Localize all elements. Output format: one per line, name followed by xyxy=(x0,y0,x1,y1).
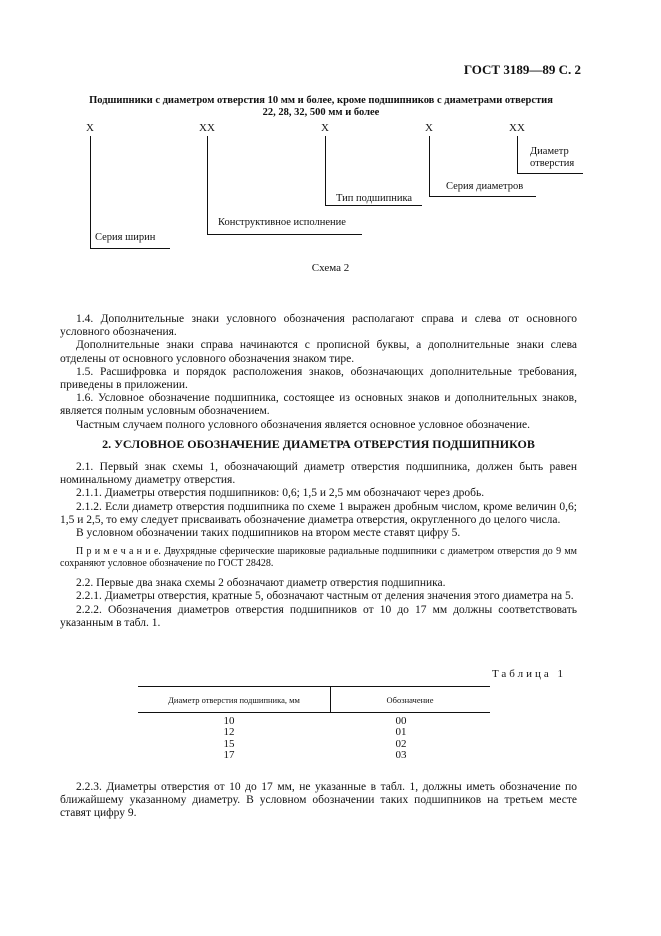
table-cell-diameter: 17 xyxy=(223,749,235,761)
paragraph-1-6: 1.6. Условное обозначение подшипника, состоящее из основных знаков и дополнительных знаков, является полным условным обозначением. xyxy=(60,392,577,418)
label-bore-diameter-line2: отверстия xyxy=(530,158,575,169)
paragraphs-block-top xyxy=(60,313,577,432)
baseline-bore-diameter xyxy=(517,173,583,174)
paragraph-2-2-3-block xyxy=(60,781,577,821)
scheme-symbol-4: X xyxy=(425,122,433,134)
document-header: ГОСТ 3189—89 С. 2 xyxy=(463,62,581,77)
paragraph-1-5: 1.5. Расшифровка и порядок расположения знаков, обозначающих дополнительные требования, приведены в приложении. xyxy=(60,365,577,392)
label-bearing-type: Тип подшипника xyxy=(336,193,413,204)
table-header-rule xyxy=(138,712,490,713)
table-top-rule xyxy=(138,686,490,687)
table-header-designation: Обозначение xyxy=(386,695,434,705)
note-paragraph xyxy=(60,546,577,570)
table-cell-designation: 03 xyxy=(395,749,407,761)
scheme-title: Схема 2 xyxy=(311,262,350,274)
paragraph-special-case: Частным случаем полного условного обозначения является основное условное обозначение. xyxy=(76,418,531,431)
leader-line-diameter-series xyxy=(429,136,430,196)
section-2-title: 2. УСЛОВНОЕ ОБОЗНАЧЕНИЕ ДИАМЕТРА ОТВЕРСТИЯ ПОДШИПНИКОВ xyxy=(102,437,535,451)
scheme-symbol-5: XX xyxy=(509,122,525,134)
scheme-symbol-2: XX xyxy=(199,122,215,134)
leader-line-bore-diameter xyxy=(517,136,518,173)
baseline-diameter-series xyxy=(429,196,536,197)
table-cell-designation: 02 xyxy=(395,738,407,750)
leader-line-width-series xyxy=(90,136,91,248)
paragraph-2-2: 2.2. Первые два знака схемы 2 обозначают диаметр отверстия подшипника. xyxy=(76,577,446,590)
baseline-design xyxy=(207,234,362,235)
label-bore-diameter-line1: Диаметр xyxy=(530,146,569,157)
label-diameter-series: Серия диаметров xyxy=(446,181,524,192)
paragraph-2-1-2: 2.1.2. Если диаметр отверстия подшипника по схеме 1 выражен дробным числом, кроме величин 0,6; 1,5 и 2,5, то ему следует присваивать обозначение диаметра отверстия, округленного до целого числа. xyxy=(60,500,577,526)
scheme-caption-line2: 22, 28, 32, 500 мм и более xyxy=(262,107,380,118)
leader-line-bearing-type xyxy=(325,136,326,205)
scheme-symbol-3: X xyxy=(321,122,329,134)
table-1-caption: Таблица 1 xyxy=(491,668,566,680)
paragraph-2-1: 2.1. Первый знак схемы 1, обозначающий диаметр отверстия подшипника, должен быть равен номинальному диаметру отверстия. xyxy=(60,461,577,487)
note-label: П р и м е ч а н и е. xyxy=(76,546,161,558)
paragraph-2-2-3: 2.2.3. Диаметры отверстия от 10 до 17 мм, не указанные в табл. 1, должны иметь обозначение по ближайшему указанному диаметру. В условном обозначении таких подшипников на третьем месте ставят цифру 9. xyxy=(60,781,577,820)
label-design: Конструктивное исполнение xyxy=(218,217,346,228)
table-cell-designation: 01 xyxy=(395,726,407,738)
paragraph-2-1-1: 2.1.1. Диаметры отверстия подшипников: 0,6; 1,5 и 2,5 мм обозначают через дробь. xyxy=(76,487,485,500)
baseline-width-series xyxy=(90,248,170,249)
section-2-body xyxy=(60,461,577,630)
paragraph-1-4: 1.4. Дополнительные знаки условного обозначения располагают справа и слева от основного условного обозначения. xyxy=(60,313,577,339)
label-width-series: Серия ширин xyxy=(95,232,156,243)
baseline-bearing-type xyxy=(325,205,422,206)
scheme-symbol-1: X xyxy=(86,122,94,134)
table-cell-diameter: 10 xyxy=(223,715,235,727)
table-cell-designation: 00 xyxy=(395,715,407,727)
paragraph-2-2-1: 2.2.1. Диаметры отверстия, кратные 5, обозначают частным от деления значения этого диаметра на 5. xyxy=(76,590,574,603)
paragraph-digit-5: В условном обозначении таких подшипников на втором месте ставят цифру 5. xyxy=(76,527,461,540)
paragraph-2-2-2: 2.2.2. Обозначения диаметров отверстия подшипников от 10 до 17 мм должны соответствовать указанным в табл. 1. xyxy=(60,603,577,629)
note-text: Двухрядные сферические шариковые радиальные подшипники с диаметром отверстия до 9 мм сохраняют условное обозначение по ГОСТ 28428. xyxy=(60,546,577,570)
scheme-caption-line1: Подшипники с диаметром отверстия 10 мм и более, кроме подшипников с диаметрами отверстия xyxy=(89,95,553,106)
table-cell-diameter: 15 xyxy=(223,738,235,750)
table-header-diameter: Диаметр отверстия подшипника, мм xyxy=(168,695,300,705)
paragraph-additional-signs: Дополнительные знаки справа начинаются с прописной буквы, а дополнительные знаки слева отделены от основного условного обозначения знаком тире. xyxy=(60,339,577,365)
leader-line-design xyxy=(207,136,208,234)
table-cell-diameter: 12 xyxy=(223,726,235,738)
